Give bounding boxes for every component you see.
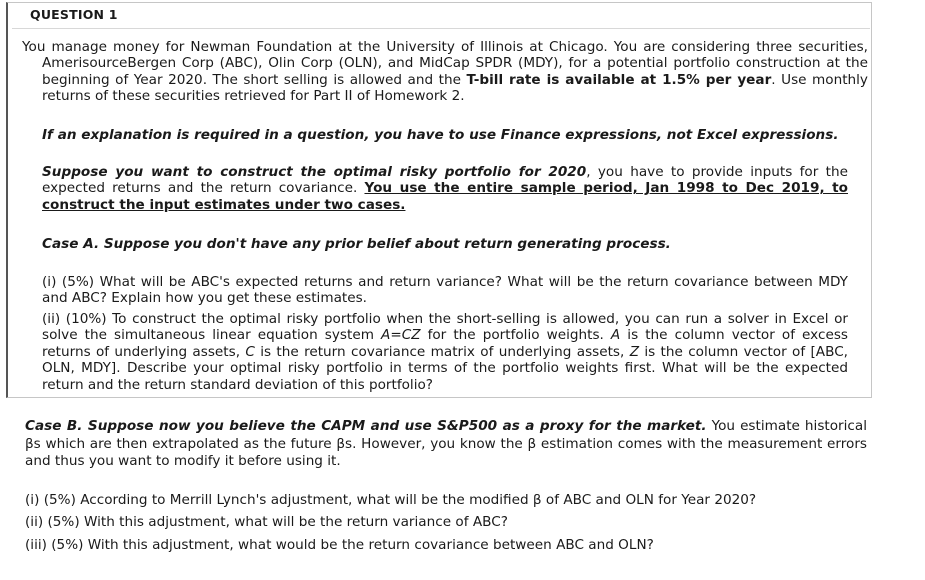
tbill-rate-text: T-bill rate is available at 1.5% per year: [466, 71, 772, 88]
item-ii-text-2: for the portfolio weights.: [420, 327, 611, 344]
intro-paragraph: [22, 39, 868, 105]
item-ii-text-4: is the return covariance matrix of underlying assets,: [254, 343, 630, 360]
intro-text-2: . Use monthly returns of these securities retrieved for Part II of Homework 2.: [42, 71, 868, 105]
var-z: Z: [629, 343, 640, 360]
item-ii-text-5: is the column vector of [ABC, OLN, MDY]. Describe your optimal risky portfolio in terms of the portfolio weights first. What will be the expected return and the return standard deviation of this portfolio?: [42, 343, 849, 393]
suppose-lead: Suppose you want to construct the optimal risky portfolio for 2020: [42, 164, 587, 180]
case-b-text: You estimate historical βs which are then extrapolated as the future βs. However, you know the β estimation comes with the measurement errors and thus you want to modify it before using it.: [25, 418, 868, 470]
suppose-paragraph: [42, 164, 848, 213]
case-a-item-ii: [42, 311, 848, 393]
case-b-item-i: (i) (5%) According to Merrill Lynch's adjustment, what will be the modified β of ABC and OLN for Year 2020?: [25, 492, 757, 508]
case-b-heading: Case B. Suppose now you believe the CAPM and use S&P500 as a proxy for the market.: [25, 418, 707, 434]
item-ii-text-3: is the column vector of excess returns of underlying assets,: [42, 327, 848, 360]
item-ii-text-1: (ii) (10%) To construct the optimal risky portfolio when the short-selling is allowed, you can run a solver in Excel or solve the simultaneous linear equation system: [42, 311, 848, 344]
case-a-item-i: (i) (5%) What will be ABC's expected returns and return variance? What will be the return covariance between MDY and ABC? Explain how you get these estimates.: [42, 274, 848, 307]
intro-text-1: You manage money for Newman Foundation at the University of Illinois at Chicago. You are considering three securities, AmerisourceBergen Corp (ABC), Olin Corp (OLN), and MidCap SPDR (MDY), for a potential portfolio construction at the beginning of Year 2020. The short selling is allowed and the: [22, 39, 868, 88]
question-header: QUESTION 1: [30, 7, 118, 22]
case-a-heading: Case A. Suppose you don't have any prior belief about return generating process.: [42, 236, 671, 252]
header-divider: [12, 28, 870, 29]
equation-acz: A=CZ: [381, 327, 421, 344]
case-b-item-iii: (iii) (5%) With this adjustment, what would be the return covariance between ABC and OLN?: [25, 537, 654, 553]
sample-period-text: You use the entire sample period, Jan 1998 to Dec 2019, to construct the input estimates under two cases.: [42, 180, 848, 213]
explanation-note: If an explanation is required in a question, you have to use Finance expressions, not Excel expressions.: [42, 127, 839, 143]
suppose-text: , you have to provide inputs for the expected returns and the return covariance.: [42, 164, 848, 197]
var-c: C: [245, 343, 255, 360]
case-b-paragraph: [25, 418, 867, 471]
var-a: A: [610, 327, 621, 344]
case-b-item-ii: (ii) (5%) With this adjustment, what will be the return variance of ABC?: [25, 514, 508, 530]
